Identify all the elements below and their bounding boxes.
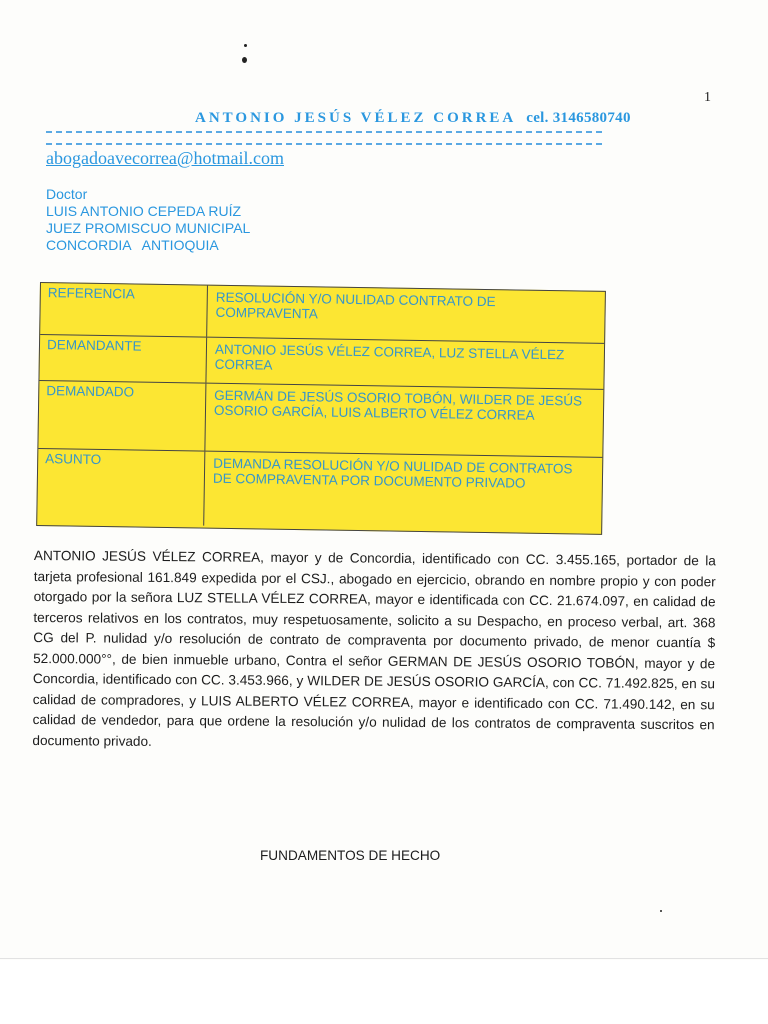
page-edge xyxy=(0,958,768,959)
recipient-block xyxy=(46,186,250,254)
table-cell-label: REFERENCIA xyxy=(40,283,208,337)
letterhead-phone: cel. 3146580740 xyxy=(526,110,631,126)
letterhead-rule-top xyxy=(46,131,602,133)
ink-speck xyxy=(242,57,247,63)
ink-speck xyxy=(660,910,662,912)
recipient-location: CONCORDIA ANTIOQUIA xyxy=(46,237,219,253)
table-cell-label: DEMANDANTE xyxy=(39,335,207,383)
table-cell-value: DEMANDA RESOLUCIÓN Y/O NULIDAD DE CONTRATOS DE COMPRAVENTA POR DOCUMENTO PRIVADO xyxy=(212,455,573,491)
section-heading: FUNDAMENTOS DE HECHO xyxy=(260,848,441,863)
letterhead xyxy=(195,110,631,127)
ink-speck xyxy=(244,44,247,47)
case-reference-table xyxy=(36,282,606,535)
table-cell-value: GERMÁN DE JESÚS OSORIO TOBÓN, WILDER DE JESÚS OSORIO GARCÍA, LUIS ALBERTO VÉLEZ CORREA xyxy=(213,387,583,423)
recipient-name: LUIS ANTONIO CEPEDA RUÍZ xyxy=(46,203,242,219)
table-row xyxy=(37,449,602,532)
recipient-position: JUEZ PROMISCUO MUNICIPAL xyxy=(46,220,251,236)
letterhead-rule-bottom xyxy=(46,143,602,145)
recipient-title: Doctor xyxy=(46,186,88,202)
letterhead-email[interactable]: abogadoavecorrea@hotmail.com xyxy=(46,148,284,168)
table-row xyxy=(38,381,603,458)
body-paragraph: ANTONIO JESÚS VÉLEZ CORREA, mayor y de Concordia, identificado con CC. 3.455.165, portador de la tarjeta profesional 161.849 expedida por el CSJ., abogado en ejercicio, obrando en nombre propio y con poder otorgado por la señora LUZ STELLA VÉLEZ CORREA, mayor e identificada con CC. 21.674.097, en calidad de terceros relativos en los contratos, muy respetuosamente, solicito a su Despacho, en proceso verbal, art. 368 CG del P. nulidad y/o resolución de contrato de compraventa por documento privado, de menor cuantía $ 52.000.000°°, de bien inmueble urbano, Contra el señor GERMAN DE JESÚS OSORIO TOBÓN, mayor y de Concordia, identificado con CC. 3.453.966, y WILDER DE JESÚS OSORIO GARCÍA, con CC. 71.492.825, en su calidad de compradores, y LUIS ALBERTO VÉLEZ CORREA, mayor e identificado con CC. 71.490.142, en su calidad de vendedor, para que ordene la resolución y/o nulidad de los contratos de compraventa suscritos en documento privado. xyxy=(32,547,716,749)
page-number: 1 xyxy=(704,90,711,105)
table-cell-value: RESOLUCIÓN Y/O NULIDAD CONTRATO DE COMPRAVENTA xyxy=(215,289,496,322)
table-row xyxy=(40,283,605,344)
letterhead-name: ANTONIO JESÚS VÉLEZ CORREA xyxy=(195,110,517,126)
table-cell-label: ASUNTO xyxy=(37,449,205,526)
table-cell-value: ANTONIO JESÚS VÉLEZ CORREA, LUZ STELLA VÉLEZ CORREA xyxy=(214,341,565,373)
table-cell-label: DEMANDADO xyxy=(38,381,206,451)
